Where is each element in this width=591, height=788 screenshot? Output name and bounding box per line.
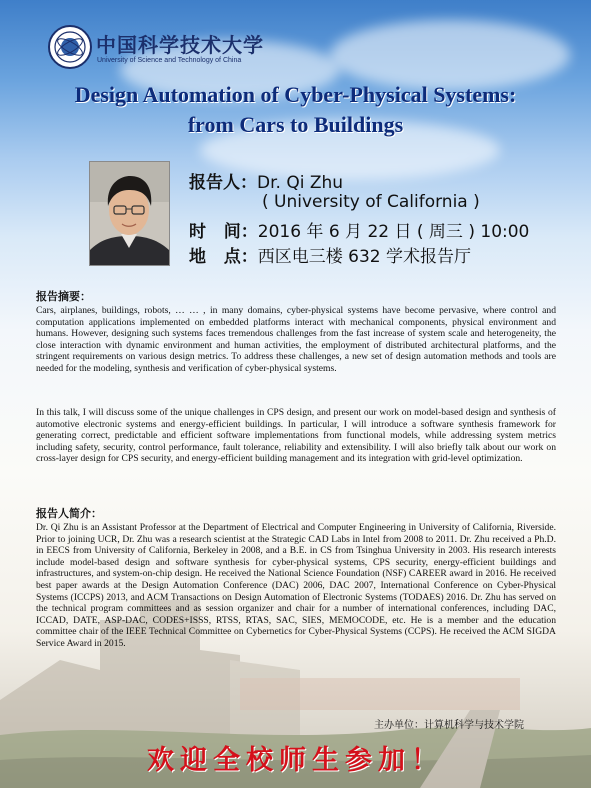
talk-title-line-1: Design Automation of Cyber-Physical Systems: [74,82,517,107]
abstract-heading: 报告摘要： [36,290,91,303]
bio-heading: 报告人简介： [36,507,102,520]
time-value: 2016 年 6 月 22 日 ( 周三 ) 10:00 [257,222,530,242]
welcome-slogan: 欢迎全校师生参加！ [147,745,444,776]
cloud-decoration [330,20,570,90]
place-value: 西区电三楼 632 学术报告厅 [257,247,472,267]
host-organizer: 主办单位：计算机科学与技术学院 [374,720,524,731]
abstract-paragraph-2: In this talk, I will discuss some of the unique challenges in CPS design, and present our work on model-based design and synthesis of automotive electronic systems and energy-efficient buildings. In particular, I will introduce a software synthesis framework for generating correct, predictable and efficient software implementations from functional models, while addressing system metrics including safety, security, control performance, fault tolerance, reliability and extensibility. I will also briefly talk about our work on cross-layer design for CPS security, and energy-efficient building management and its integration with grid-level optimization. [36,407,556,465]
time-line [189,217,529,242]
time-label: 时 间： [189,222,258,242]
university-name-chinese: 中国科学技术大学 [96,33,264,57]
speaker-line [189,168,343,193]
speaker-name: Dr. Qi Zhu [257,173,344,193]
speaker-affiliation: ( University of California ) [262,192,480,212]
place-line [189,242,471,267]
place-label: 地 点： [189,247,258,267]
speaker-label: 报告人： [189,173,257,193]
speaker-photo [89,161,170,266]
university-name-english: University of Science and Technology of China [97,57,242,64]
talk-title-line-2: from Cars to Buildings [187,112,404,137]
ustc-logo-icon [48,25,92,69]
abstract-paragraph-1: Cars, airplanes, buildings, robots, … … , in many domains, cyber-physical systems have become pervasive, where control and computation applications implemented on embedded platforms interact with mechanical components, physical environment and humans. However, designing such systems faces tremendous challenges from the fast increase of system scale and heterogeneity, the close interaction with dynamic environment and human activities, the employment of distributed architectural platforms, and the stringent requirements on various design metrics. To address these challenges, a new set of design automation methods and tools are needed for the modeling, synthesis and verification of cyber-physical systems. [36,305,556,374]
bio-paragraph: Dr. Qi Zhu is an Assistant Professor at the Department of Electrical and Computer Engineering in University of California, Riverside. Prior to joining UCR, Dr. Zhu was a research scientist at the Strategic CAD Labs in Intel from 2008 to 2011. Dr. Zhu received a Ph.D. in EECS from University of California, Berkeley in 2008, and a B.E. in CS from Tsinghua University in 2003. His research interests include model-based design and software synthesis for cyber-physical systems, CPS security, energy-efficient buildings and infrastructures, and system-on-chip design. He received the National Science Foundation (NSF) CAREER award in 2016. He received best paper awards at the Design Automation Conference (DAC) 2006, DAC 2007, International Conference on Cyber-Physical Systems (ICCPS) 2013, and ACM Transactions on Design Automation of Electronic Systems (TODAES) 2016. Dr. Zhu has served on the technical program committees and as session organizer and chair for a number of international conferences, including DAC, ICCAD, DATE, ASP-DAC, CODES+ISSS, RTSS, RTAS, SAC, SIES, MEMOCODE, etc. He is a member and the education committee chair of the IEEE Technical Committee on Cybernetics for Cyber-Physical Systems (CCPS). He received the ACM SIGDA Service Award in 2015. [36,522,556,649]
